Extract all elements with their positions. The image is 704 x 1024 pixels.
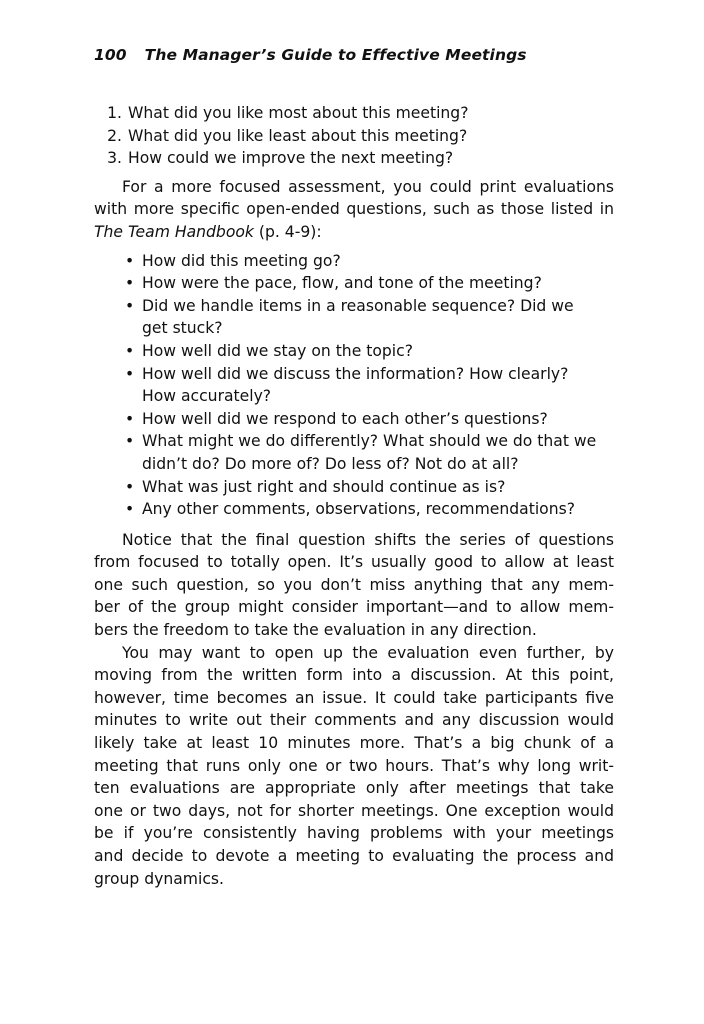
paragraph-line: one such question, so you don’t miss anything that any mem- (94, 575, 614, 594)
paragraph-line: ten evaluations are appropriate only after meetings that take (94, 779, 614, 798)
paragraph-line: however, time becomes an issue. It could take participants five (94, 688, 614, 707)
bullet-text: Any other comments, observations, recommendations? (142, 500, 575, 519)
bullet-text: didn’t do? Do more of? Do less of? Not do at all? (142, 454, 519, 473)
bullet-item (122, 295, 614, 340)
paragraph-line: Notice that the final question shifts the series of questions (122, 530, 614, 549)
bullet-text: What might we do differently? What should we do that we (142, 432, 597, 451)
bullet-icon: • (125, 364, 135, 383)
bullet-text: How accurately? (142, 387, 272, 406)
bullet-text: How well did we discuss the information? How clearly? (142, 364, 569, 383)
paragraph-line: ber of the group might consider important—and to allow mem- (94, 598, 614, 617)
bullet-icon: • (125, 432, 135, 451)
discussion-paragraph (94, 642, 614, 891)
book-reference: The Team Handbook (94, 222, 254, 241)
paragraph-line: For a more focused assessment, you could print evaluations (122, 177, 614, 196)
paragraph-line: minutes to write out their comments and any discussion would (94, 711, 614, 730)
question-text: How could we improve the next meeting? (128, 149, 454, 168)
bullet-icon: • (125, 251, 135, 270)
question-text: What did you like most about this meeting? (128, 104, 469, 122)
numbered-question-list (94, 102, 614, 170)
bullet-icon: • (125, 477, 135, 496)
bullet-text: How well did we respond to each other’s questions? (142, 409, 548, 428)
paragraph-line: and decide to devote a meeting to evaluating the process and (94, 847, 614, 865)
bullet-icon: • (125, 409, 135, 428)
numbered-question (94, 125, 614, 148)
bullet-item (122, 363, 614, 408)
bullet-item (122, 272, 614, 295)
paragraph-line: likely take at least 10 minutes more. That’s a big chunk of a (94, 734, 614, 753)
intro-paragraph (94, 176, 614, 244)
question-number: 1. (107, 104, 122, 122)
evaluation-question-list (94, 250, 614, 521)
bullet-item (122, 498, 614, 521)
bullet-item (122, 340, 614, 363)
bullet-icon: • (125, 500, 135, 519)
numbered-question (94, 147, 614, 170)
bullet-text: What was just right and should continue as is? (142, 477, 506, 496)
numbered-question (94, 102, 614, 125)
question-number: 2. (107, 126, 122, 145)
paragraph-line: from focused to totally open. It’s usually good to allow at least (94, 553, 614, 572)
bullet-item (122, 430, 614, 475)
page-reference: (p. 4-9): (253, 222, 322, 241)
bullet-icon: • (125, 341, 135, 360)
bullet-icon: • (125, 296, 135, 315)
bullet-text: How were the pace, flow, and tone of the meeting? (142, 274, 542, 293)
paragraph-line: group dynamics. (94, 869, 224, 888)
bullet-text: get stuck? (142, 319, 223, 338)
paragraph-line: moving from the written form into a discussion. At this point, (94, 666, 614, 685)
paragraph-line: bers the freedom to take the evaluation in any direction. (94, 621, 537, 640)
paragraph-line: meeting that runs only one or two hours. That’s why long writ- (94, 756, 614, 775)
bullet-text: How did this meeting go? (142, 251, 341, 270)
bullet-icon: • (125, 274, 135, 293)
bullet-item (122, 250, 614, 273)
page-number: 100 (94, 46, 127, 64)
bullet-item (122, 408, 614, 431)
body-text (94, 102, 614, 890)
question-number: 3. (107, 149, 122, 168)
bullet-text: How well did we stay on the topic? (142, 341, 413, 360)
running-head (94, 46, 527, 64)
paragraph-line: be if you’re consistently having problems with your meetings (94, 824, 614, 843)
paragraph-line: one or two days, not for shorter meetings. One exception would (94, 801, 614, 820)
notice-paragraph (94, 529, 614, 642)
bullet-text: Did we handle items in a reasonable sequence? Did we (142, 296, 574, 315)
paragraph-line: You may want to open up the evaluation even further, by (122, 643, 614, 662)
paragraph-line: with more specific open-ended questions, such as those listed in (94, 200, 614, 219)
book-title: The Manager’s Guide to Effective Meetings (144, 46, 527, 64)
bullet-item (122, 476, 614, 499)
question-text: What did you like least about this meeting? (128, 126, 468, 145)
